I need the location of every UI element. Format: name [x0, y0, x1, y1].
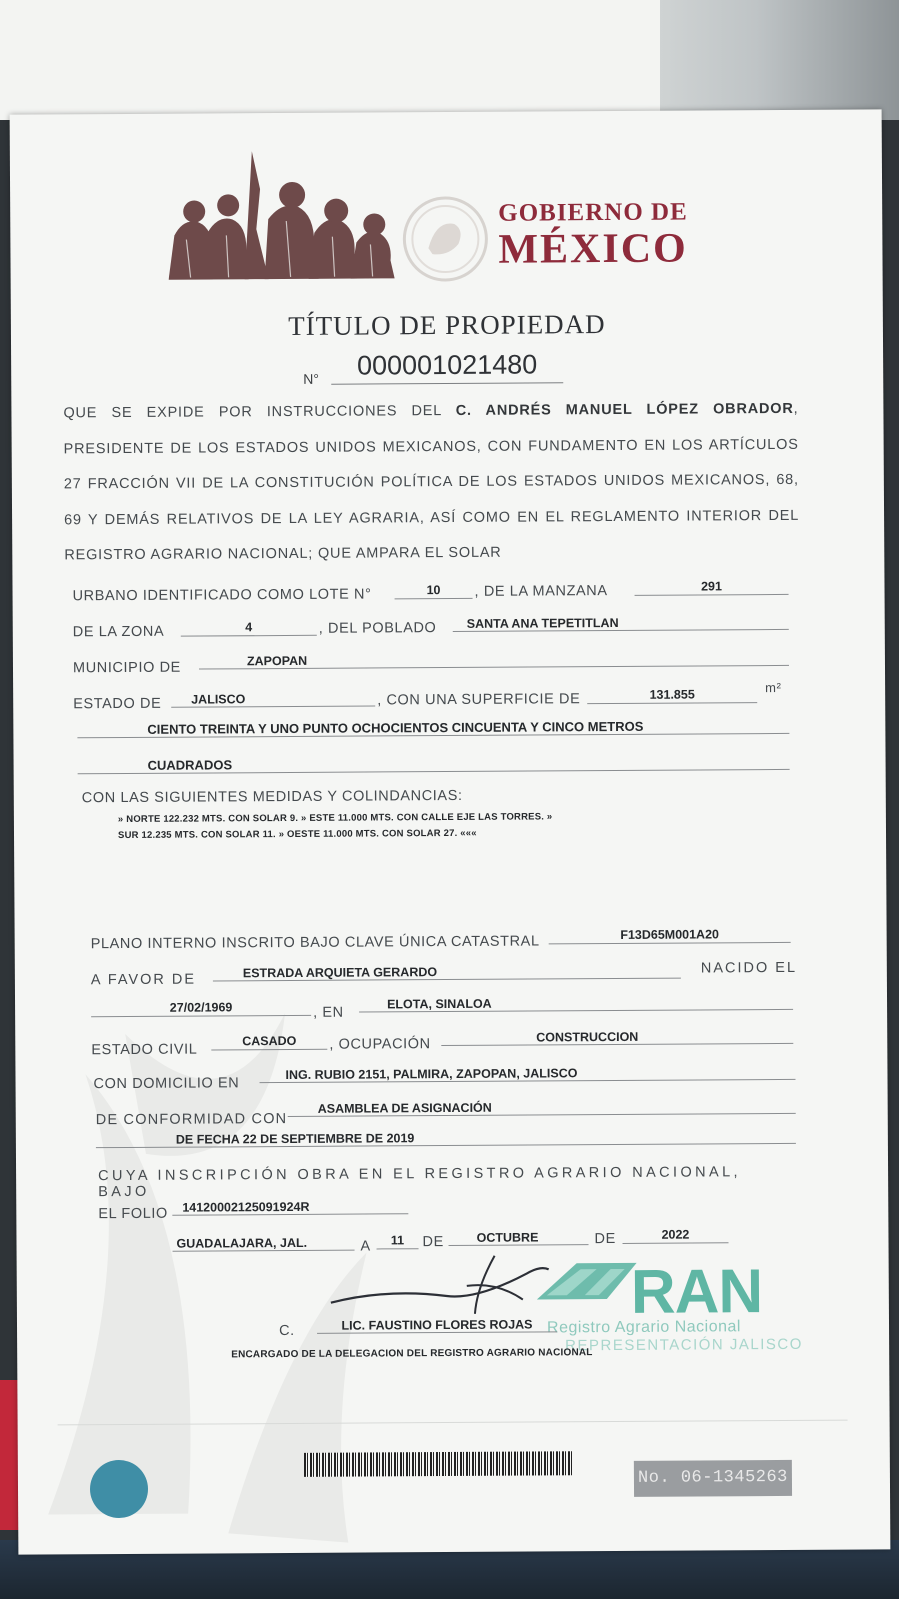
manzana-value: 291: [634, 578, 788, 596]
government-name-line1: GOBIERNO DE: [498, 198, 688, 227]
national-heroes-illustration-icon: [168, 148, 401, 281]
ocupacion-label: , OCUPACIÓN: [329, 1036, 431, 1053]
coat-of-arms-seal-icon: [402, 196, 489, 283]
issue-city: GUADALAJARA, JAL.: [172, 1235, 354, 1252]
nacido-label: NACIDO EL: [700, 959, 798, 977]
domicilio-label: CON DOMICILIO EN: [93, 1075, 240, 1093]
de-label-1: DE: [422, 1234, 444, 1251]
signer-role: ENCARGADO DE LA DELEGACION DEL REGISTRO AGRARIO NACIONAL: [231, 1347, 593, 1361]
conformidad-label: DE CONFORMIDAD CON: [95, 1110, 288, 1129]
lote-label: URBANO IDENTIFICADO COMO LOTE N°: [72, 586, 372, 605]
de-label-2: DE: [594, 1230, 616, 1248]
issue-month: OCTUBRE: [448, 1229, 588, 1246]
plano-label: PLANO INTERNO INSCRITO BAJO CLAVE ÚNICA CATASTRAL: [90, 933, 540, 953]
birth-place: ELOTA, SINALOA: [359, 994, 793, 1013]
ran-brand: RAN: [630, 1257, 763, 1327]
c-label: C.: [278, 1322, 295, 1340]
serial-number: No. 06-1345263: [634, 1460, 792, 1497]
government-name-line2: MÉXICO: [498, 225, 688, 273]
clave-catastral: F13D65M001A20: [549, 926, 791, 944]
estado-civil-label: ESTADO CIVIL: [91, 1041, 198, 1059]
barcode-icon: [304, 1451, 574, 1477]
issue-year: 2022: [622, 1226, 728, 1244]
ran-line1: Registro Agrario Nacional: [546, 1318, 742, 1337]
estado-civil-value: CASADO: [211, 1033, 327, 1051]
en-label: , EN: [313, 1004, 344, 1021]
president-name: C. ANDRÉS MANUEL LÓPEZ OBRADOR: [455, 400, 794, 419]
background-object: [660, 0, 899, 120]
medidas-line2: SUR 12.235 MTS. CON SOLAR 11. » OESTE 11.000 MTS. CON SOLAR 27. «««: [117, 827, 477, 842]
a-favor-label: A FAVOR DE: [90, 971, 197, 989]
ocupacion-value: CONSTRUCCION: [441, 1028, 793, 1046]
medidas-line1: » NORTE 122.232 MTS. CON SOLAR 9. » ESTE 11.000 MTS. CON CALLE EJE LAS TORRES. »: [117, 811, 553, 826]
domicilio-value: ING. RUBIO 2151, PALMIRA, ZAPOPAN, JALISCO: [259, 1064, 795, 1083]
title-number: 000001021480: [331, 349, 563, 384]
intro-text-2: , PRESIDENTE DE LOS ESTADOS UNIDOS MEXICANOS, CON FUNDAMENTO EN LOS ARTÍCULOS 27 FRACCIÓN VII DE LA CONSTITUCIÓN POLÍTICA DE LOS ESTADOS UNIDOS MEXICANOS, 68, 69 Y DEMÁS RELATIVOS DE LA LEY AGRARIA, ASÍ COMO EN EL REGLAMENTO INTERIOR DEL REGISTRO AGRARIO NACIONAL; QUE AMPARA EL SOLAR: [63, 400, 800, 564]
lote-value: 10: [394, 582, 472, 599]
issue-day: 11: [376, 1232, 418, 1249]
medidas-label: CON LAS SIGUIENTES MEDIDAS Y COLINDANCIAS:: [81, 787, 463, 807]
property-title-document: [10, 109, 891, 1554]
superficie-value: 131.855: [587, 686, 757, 704]
intro-paragraph: [63, 392, 799, 574]
background-sheet: [0, 0, 660, 120]
fecha-asamblea: DE FECHA 22 DE SEPTIEMBRE DE 2019: [96, 1128, 796, 1148]
number-label: N°: [303, 370, 319, 387]
signature-icon: [327, 1251, 557, 1322]
superficie-text-line1: CIENTO TREINTA Y UNO PUNTO OCHOCIENTOS CINCUENTA Y CINCO METROS: [77, 718, 789, 738]
a-label: A: [360, 1238, 371, 1255]
birth-date: 27/02/1969: [91, 999, 311, 1017]
manzana-label: , DE LA MANZANA: [474, 583, 608, 600]
municipio-value: ZAPOPAN: [199, 650, 789, 670]
signer-name: LIC. FAUSTINO FLORES ROJAS: [317, 1317, 557, 1333]
folio-value: 14120002125091924R: [172, 1198, 408, 1215]
intro-text-1: QUE SE EXPIDE POR INSTRUCCIONES DEL: [63, 402, 456, 422]
estado-label: ESTADO DE: [73, 695, 162, 713]
municipio-label: MUNICIPIO DE: [72, 659, 181, 677]
document-title: TÍTULO DE PROPIEDAD: [288, 309, 606, 341]
zona-label: DE LA ZONA: [72, 623, 165, 641]
ran-line2: REPRESENTACIÓN JALISCO: [565, 1335, 803, 1355]
blue-hologram-seal-icon: [90, 1460, 148, 1518]
estado-value: JALISCO: [171, 690, 375, 707]
folio-label: EL FOLIO: [98, 1205, 168, 1223]
inscripcion-text: CUYA INSCRIPCIÓN OBRA EN EL REGISTRO AGRARIO NACIONAL, BAJO: [98, 1164, 742, 1201]
poblado-label: , DEL POBLADO: [318, 620, 437, 637]
conformidad-value: ASAMBLEA DE ASIGNACIÓN: [288, 1098, 796, 1117]
superficie-label: , CON UNA SUPERFICIE DE: [377, 691, 581, 709]
poblado-value: SANTA ANA TEPETITLAN: [453, 614, 789, 632]
superficie-text-line2: CUADRADOS: [78, 754, 790, 774]
zona-value: 4: [181, 619, 317, 637]
area-unit: m²: [765, 679, 782, 696]
titular-name: ESTRADA ARQUIETA GERARDO: [213, 963, 681, 982]
